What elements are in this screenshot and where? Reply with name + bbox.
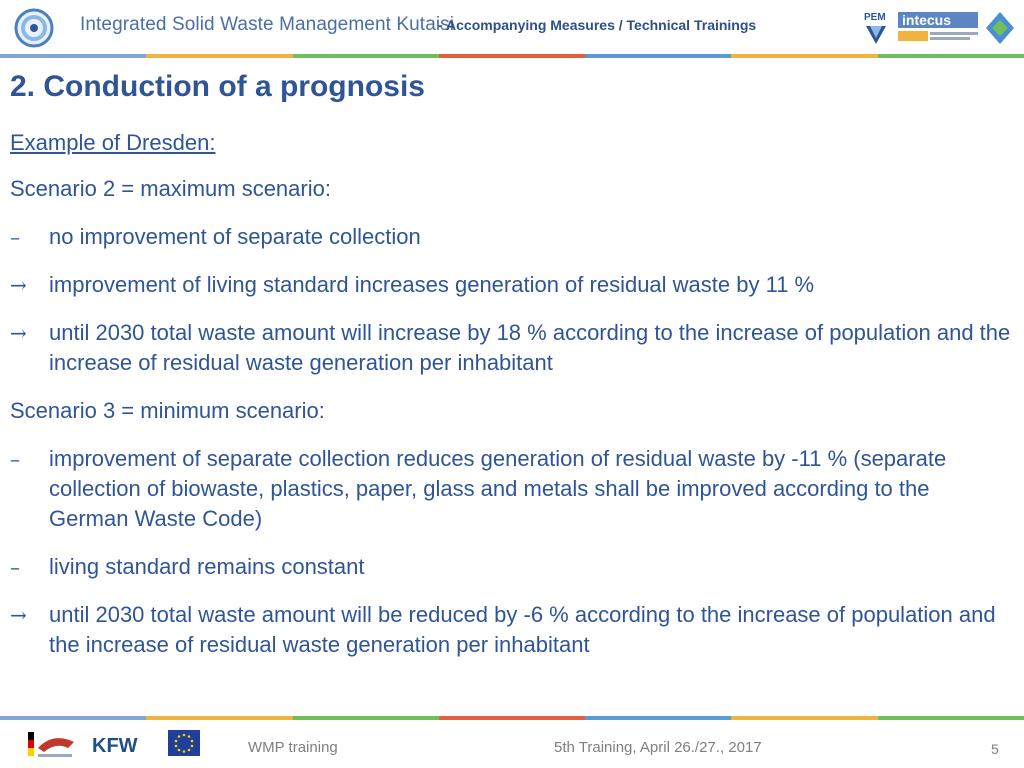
list-item-text: improvement of living standard increases generation of residual waste by 11 % [49,272,815,297]
arrow-right-icon: → [10,273,27,297]
footer [0,720,1024,768]
footer-date-text: 5th Training, April 26./27., 2017 [554,739,762,756]
sponsor-logos-icon [28,728,208,762]
list-item [10,270,1015,300]
kfw-logo-text: KFW [92,735,138,757]
list-item [10,318,1015,378]
partner-logos-icon [862,8,1017,48]
arrow-right-icon: → [10,321,27,345]
list-item-text: no improvement of separate collection [49,224,421,249]
breadcrumb: - Accompanying Measures / Technical Trainings [438,17,757,33]
scenario2-heading: Scenario 2 = maximum scenario: [10,176,331,201]
list-item-text: living standard remains constant [49,554,365,579]
project-logo-icon [14,8,54,48]
intecus-logo-text: intecus [902,12,952,28]
dash-icon: – [10,555,20,579]
header-color-stripe [0,54,1024,58]
footer-left-text: WMP training [248,739,338,756]
list-item [10,222,1015,252]
slide-content [10,128,1015,678]
list-item-text: until 2030 total waste amount will increase by 18 % according to the increase of population and the increase of residual waste generation per inhabitant [49,320,1011,375]
pem-logo-text: PEM [864,12,886,23]
scenario3-heading: Scenario 3 = minimum scenario: [10,398,325,423]
dash-icon: – [10,225,20,249]
example-subtitle: Example of Dresden: [10,130,216,155]
arrow-right-icon: → [10,603,27,627]
list-item [10,552,1015,582]
list-item [10,444,1015,534]
page-title: 2. Conduction of a prognosis [10,70,425,103]
brand-title: Integrated Solid Waste Management Kutaisi [80,14,455,35]
page-number: 5 [991,741,999,757]
dash-icon: – [10,447,20,471]
header [0,0,1024,56]
list-item [10,600,1015,660]
list-item-text: improvement of separate collection reduces generation of residual waste by -11 % (separate collection of biowaste, plastics, paper, glass and metals shall be improved according to the German Waste Code) [49,446,947,531]
list-item-text: until 2030 total waste amount will be reduced by -6 % according to the increase of population and the increase of residual waste generation per inhabitant [49,602,996,657]
